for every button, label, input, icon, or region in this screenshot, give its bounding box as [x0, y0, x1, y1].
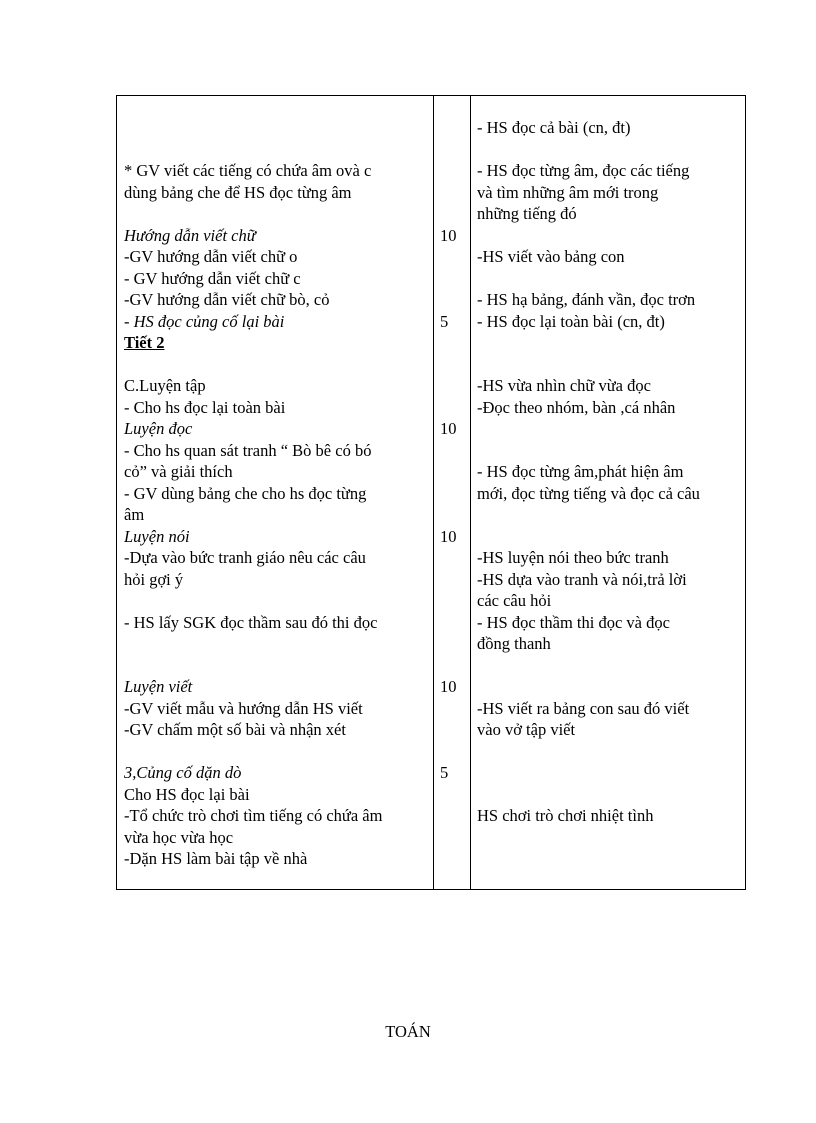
left-line: -Dặn HS làm bài tập về nhà — [124, 849, 308, 868]
left-heading-huong-dan-viet: Hướng dẫn viết chữ — [124, 226, 256, 245]
column-divider — [433, 96, 434, 889]
right-line: - HS đọc lại toàn bài (cn, đt) — [477, 312, 665, 331]
next-subject-title: TOÁN — [385, 1022, 431, 1041]
left-line: - HS lấy SGK đọc thầm sau đó thi đọc — [124, 613, 378, 632]
right-line: mới, đọc từng tiếng và đọc cả câu — [477, 484, 700, 503]
right-line: -HS viết vào bảng con — [477, 247, 625, 266]
left-line: -Tổ chức trò chơi tìm tiếng có chứa âm — [124, 806, 383, 825]
left-heading-luyen-noi: Luyện nói — [124, 527, 190, 546]
left-section-luyen-tap: C.Luyện tập — [124, 376, 206, 395]
left-line: - Cho hs đọc lại toàn bài — [124, 398, 286, 417]
left-line: -Dựa vào bức tranh giáo nêu các câu — [124, 548, 366, 567]
time-value: 10 — [440, 419, 457, 438]
left-line: dùng bảng che để HS đọc từng âm — [124, 183, 352, 202]
right-line: và tìm những âm mới trong — [477, 183, 659, 202]
right-line: -Đọc theo nhóm, bàn ,cá nhân — [477, 398, 676, 417]
left-heading-luyen-viet: Luyện viết — [124, 677, 193, 696]
left-line: -GV chấm một số bài và nhận xét — [124, 720, 346, 739]
left-line: * GV viết các tiếng có chứa âm ovà c — [124, 161, 372, 180]
right-line: -HS viết ra bảng con sau đó viết — [477, 699, 690, 718]
left-line: âm — [124, 505, 145, 524]
left-line: - HS đọc củng cố lại bài — [124, 312, 285, 331]
right-line: -HS dựa vào tranh và nói,trả lời — [477, 570, 687, 589]
column-divider — [470, 96, 471, 889]
right-line: - HS đọc từng âm, đọc các tiếng — [477, 161, 690, 180]
left-line: - GV hướng dẫn viết chữ c — [124, 269, 301, 288]
left-line: hỏi gợi ý — [124, 570, 184, 589]
left-line: Cho HS đọc lại bài — [124, 785, 250, 804]
right-line: các câu hỏi — [477, 591, 552, 610]
time-value: 10 — [440, 527, 457, 546]
left-line: - GV dùng bảng che cho hs đọc từng — [124, 484, 367, 503]
left-line: vừa học vừa học — [124, 828, 234, 847]
lesson-period-heading: Tiết 2 — [124, 333, 165, 352]
left-heading-luyen-doc: Luyện đọc — [124, 419, 193, 438]
left-line: - Cho hs quan sát tranh “ Bò bê có bó — [124, 441, 372, 460]
left-line: cỏ” và giải thích — [124, 462, 233, 481]
left-line: -GV viết mẫu và hướng dẫn HS viết — [124, 699, 363, 718]
left-line: -GV hướng dẫn viết chữ o — [124, 247, 298, 266]
right-line: - HS đọc thầm thi đọc và đọc — [477, 613, 670, 632]
right-line: -HS vừa nhìn chữ vừa đọc — [477, 376, 651, 395]
right-line: -HS luyện nói theo bức tranh — [477, 548, 669, 567]
right-line: HS chơi trò chơi nhiệt tình — [477, 806, 654, 825]
right-line: những tiếng đó — [477, 204, 577, 223]
left-heading-cung-co: 3,Củng cố dặn dò — [124, 763, 242, 782]
right-line: đồng thanh — [477, 634, 551, 653]
time-value: 5 — [440, 763, 449, 782]
right-line: vào vở tập viết — [477, 720, 576, 739]
time-value: 10 — [440, 226, 457, 245]
time-value: 5 — [440, 312, 449, 331]
left-line: -GV hướng dẫn viết chữ bò, cỏ — [124, 290, 330, 309]
right-line: - HS đọc từng âm,phát hiện âm — [477, 462, 684, 481]
right-line: - HS hạ bảng, đánh vần, đọc trơn — [477, 290, 696, 309]
time-value: 10 — [440, 677, 457, 696]
right-line: - HS đọc cả bài (cn, đt) — [477, 118, 631, 137]
